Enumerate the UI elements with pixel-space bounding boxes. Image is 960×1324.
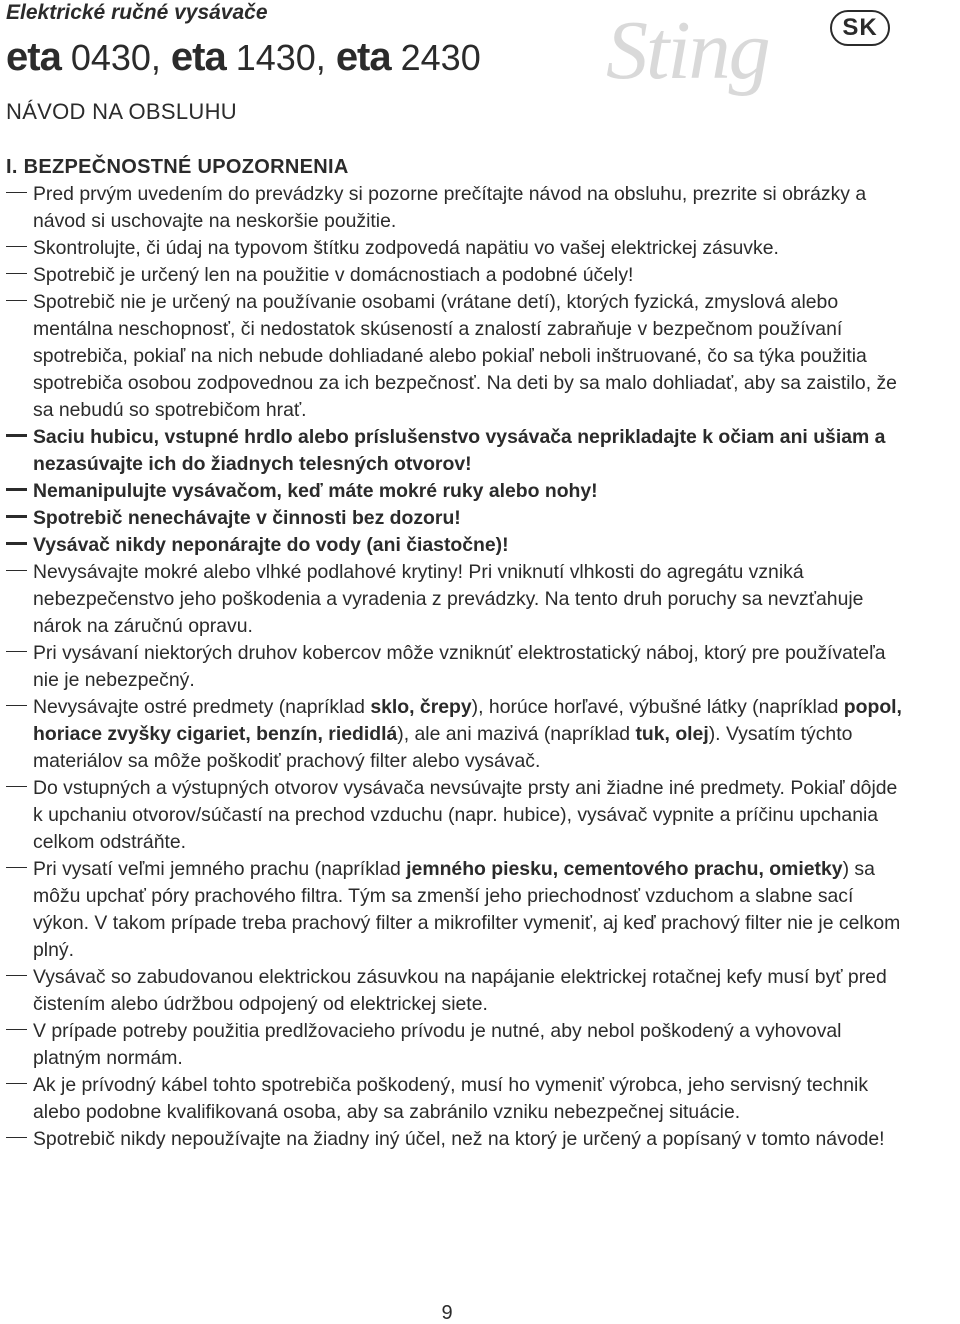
warning-item	[6, 532, 906, 559]
emphasized-text: tuk, olej	[635, 723, 709, 745]
manual-title: NÁVOD NA OBSLUHU	[6, 99, 237, 124]
dash-bullet	[6, 478, 33, 505]
warning-text	[33, 262, 906, 289]
text-run: ) sa môžu upchať póry prachového filtra. Tým sa zmenší jeho priechodnosť vzduchom a slabne sací výkon. V takom prípade treba prachový filter a mikrofilter vymeniť, aj keď prachový filter nie je celkom plný.	[33, 858, 901, 961]
warning-text	[33, 478, 906, 505]
text-run: Pred prvým uvedením do prevádzky si pozorne prečítajte návod na obsluhu, prezrite si obrázky a návod si uschovajte na neskoršie použitie.	[33, 183, 867, 232]
dash-bullet	[6, 640, 33, 667]
warning-text	[33, 235, 906, 262]
dash-bullet	[6, 559, 33, 586]
warning-text	[33, 856, 906, 964]
dash-bullet	[6, 262, 33, 289]
dash-bullet	[6, 1072, 33, 1099]
dash-bullet	[6, 532, 33, 559]
text-run: V prípade potreby použitia predlžovacieho prívodu je nutné, aby nebol poškodený a vyhovoval platným normám.	[33, 1020, 842, 1069]
model-brand: eta	[6, 35, 61, 79]
text-run: Nemanipulujte vysávačom, keď máte mokré ruky alebo nohy!	[33, 480, 598, 502]
warning-item	[6, 424, 906, 478]
document-subtitle: Elektrické ručné vysávače	[6, 1, 268, 24]
page-number: 9	[441, 1302, 453, 1324]
safety-warnings-list	[6, 181, 906, 1153]
warning-item	[6, 235, 906, 262]
dash-bullet	[6, 235, 33, 262]
warning-item	[6, 856, 906, 964]
sting-logo: Sting	[606, 4, 769, 97]
warning-text	[33, 1126, 906, 1153]
dash-bullet	[6, 775, 33, 802]
model-number: 2430	[390, 37, 481, 78]
text-run: Nevysávajte mokré alebo vlhké podlahové krytiny! Pri vniknutí vlhkosti do agregátu vzniká nebezpečenstvo jeho poškodenia a vyradenia z prevádzky. Na tento druh poruchy sa nevzťahuje nárok na záručnú opravu.	[33, 561, 864, 637]
model-list	[6, 34, 481, 81]
warning-item	[6, 181, 906, 235]
warning-text	[33, 289, 906, 424]
warning-text	[33, 532, 906, 559]
warning-text	[33, 964, 906, 1018]
dash-bullet	[6, 289, 33, 316]
warning-text	[33, 694, 906, 775]
text-run: Pri vysávaní niektorých druhov kobercov môže vzniknúť elektrostatický náboj, ktorý pre používateľa nie je nebezpečný.	[33, 642, 886, 691]
emphasized-text: popol, horiace zvyšky cigariet, benzín, riedidlá	[33, 696, 902, 745]
warning-text	[33, 640, 906, 694]
dash-bullet	[6, 181, 33, 208]
warning-item	[6, 559, 906, 640]
text-run: Ak je prívodný kábel tohto spotrebiča poškodený, musí ho vymeniť výrobca, jeho servisný technik alebo podobne kvalifikovaná osoba, aby sa zabránilo vzniku nebezpečnej situácie.	[33, 1074, 869, 1123]
text-run: Saciu hubicu, vstupné hrdlo alebo príslušenstvo vysávača neprikladajte k očiam ani ušiam a nezasúvajte ich do žiadnych telesných otvorov!	[33, 426, 886, 475]
warning-item	[6, 964, 906, 1018]
dash-bullet	[6, 424, 33, 451]
dash-bullet	[6, 1018, 33, 1045]
warning-item	[6, 694, 906, 775]
warning-item	[6, 775, 906, 856]
dash-bullet	[6, 856, 33, 883]
text-run: Spotrebič nenechávajte v činnosti bez dozoru!	[33, 507, 461, 529]
warning-text	[33, 559, 906, 640]
warning-text	[33, 424, 906, 478]
text-run: Do vstupných a výstupných otvorov vysávača nevsúvajte prsty ani žiadne iné predmety. Pokiaľ dôjde k upchaniu otvorov/súčastí na prechod vzduchu (napr. hubice), vysávač vypnite a príčinu upchania celkom odstráňte.	[33, 777, 898, 853]
warning-item	[6, 1126, 906, 1153]
text-run: Spotrebič nikdy nepoužívajte na žiadny iný účel, než na ktorý je určený a popísaný v tomto návode!	[33, 1128, 885, 1150]
text-run: ), ale ani mazivá (napríklad	[397, 723, 636, 745]
model-brand: eta	[170, 35, 226, 79]
warning-item	[6, 1018, 906, 1072]
text-run: Nevysávajte ostré predmety (napríklad	[33, 696, 371, 718]
warning-item	[6, 478, 906, 505]
dash-bullet	[6, 694, 33, 721]
text-run: ), horúce horľavé, výbušné látky (napríklad	[471, 696, 844, 718]
model-number: 1430,	[225, 37, 336, 78]
warning-item	[6, 262, 906, 289]
text-run: Spotrebič nie je určený na používanie osobami (vrátane detí), ktorých fyzická, zmyslová alebo mentálna neschopnosť, či nedostatok skúseností a znalostí zabraňuje v bezpečnom používaní spotrebiča, pokiaľ na nich nebude dohliadané alebo pokiaľ neboli inštruované, čo sa týka použitia spotrebiča osobou zodpovednou za ich bezpečnosť. Na deti by sa malo dohliadať, aby sa zaistilo, že sa nebudú so spotrebičom hrať.	[33, 291, 897, 421]
warning-text	[33, 505, 906, 532]
warning-text	[33, 775, 906, 856]
dash-bullet	[6, 1126, 33, 1153]
dash-bullet	[6, 505, 33, 532]
language-badge: SK	[830, 10, 890, 46]
text-run: Skontrolujte, či údaj na typovom štítku zodpovedá napätiu vo vašej elektrickej zásuvke.	[33, 237, 779, 259]
emphasized-text: jemného piesku, cementového prachu, omietky	[406, 858, 843, 880]
warning-item	[6, 505, 906, 532]
model-brand: eta	[335, 35, 391, 79]
model-number: 0430,	[60, 37, 171, 78]
warning-item	[6, 640, 906, 694]
section-title: I. BEZPEČNOSTNÉ UPOZORNENIA	[6, 156, 349, 178]
dash-bullet	[6, 964, 33, 991]
text-run: Pri vysatí veľmi jemného prachu (napríklad	[33, 858, 407, 880]
warning-item	[6, 1072, 906, 1126]
warning-text	[33, 1018, 906, 1072]
text-run: Vysávač so zabudovanou elektrickou zásuvkou na napájanie elektrickej rotačnej kefy musí byť pred čistením alebo údržbou odpojený od elektrickej siete.	[33, 966, 887, 1015]
text-run: Vysávač nikdy neponárajte do vody (ani čiastočne)!	[33, 534, 509, 556]
warning-text	[33, 181, 906, 235]
warning-item	[6, 289, 906, 424]
warning-text	[33, 1072, 906, 1126]
emphasized-text: sklo, črepy	[370, 696, 472, 718]
text-run: Spotrebič je určený len na použitie v domácnostiach a podobné účely!	[33, 264, 634, 286]
text-run: ). Vysatím týchto materiálov sa môže poškodiť prachový filter alebo vysávač.	[33, 723, 853, 772]
